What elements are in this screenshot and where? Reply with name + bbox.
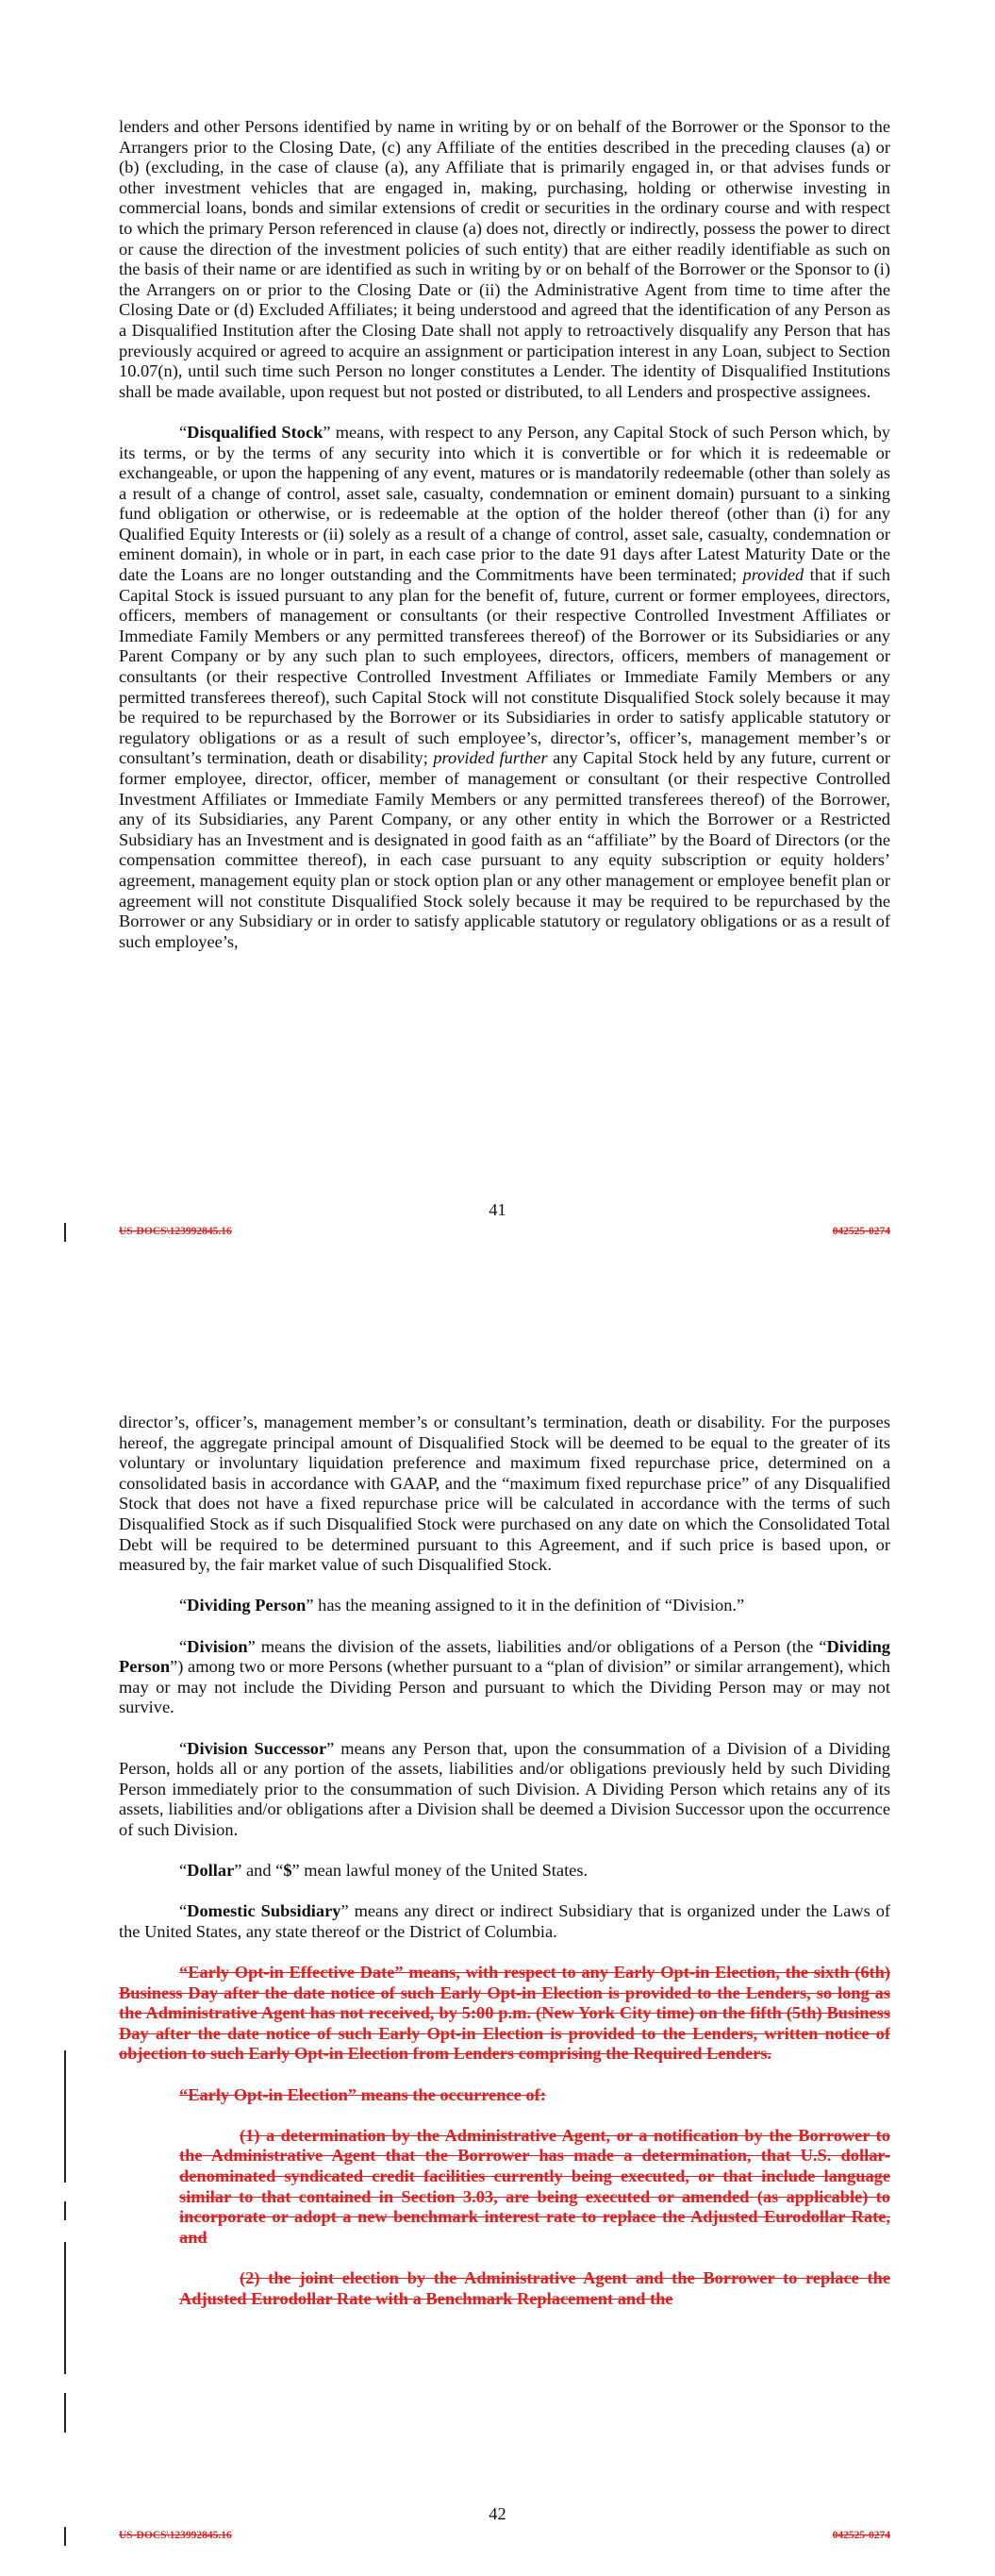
footer-doc-id: US-DOCS\123992845.16 [119,1226,232,1237]
change-bar [64,2527,66,2546]
deleted-definition-early-opt-in-election: “Early Opt-in Election” means the occurrence of: [179,2084,546,2104]
deleted-list-item-1: (1) a determination by the Administrative Agent, or a notification by the Borrower to the Administrative Agent that the Borrower has made a determination, that U.S. dollar-denominated syndicated credit facilities currently being executed, or that include language similar to that contained in Section 3.03, are being executed or amended (as applicable) to incorporate or adopt a new benchmark interest rate to replace the Adjusted Eurodollar Rate, and [179,2125,890,2247]
deleted-definition-early-opt-in-effective-date: “Early Opt-in Effective Date” means, with respect to any Early Opt-in Election, the sixth (6th) Business Day after the date notice of such Early Opt-in Election is provided to the Lenders, so long as the Administrative Agent has not received, by 5:00 p.m. (New York City time) on the fifth (5th) Business Day after the date notice of such Early Opt-in Election is provided to the Lenders, written notice of objection to such Early Opt-in Election from Lenders comprising the Required Lenders. [119,1963,890,2064]
paragraph-disqualified-institution-continued: lenders and other Persons identified by name in writing by or on behalf of the Borrower or the Sponsor to the Arrangers prior to the Closing Date, (c) any Affiliate of the entities described in the preceding clauses (a) or (b) (excluding, in the case of clause (a), any Affiliate that is primarily engaged in, or that advises funds or other investment vehicles that are engaged in, making, purchasing, holding or otherwise investing in commercial loans, bonds and similar extensions of credit or securities in the ordinary course and with respect to which the primary Person referenced in clause (a) does not, directly or indirectly, possess the power to direct or cause the direction of the investment policies of such entity) that are either readily identifiable as such on the basis of their name or are identified as such in writing by or on behalf of the Borrower or the Sponsor to (i) the Arrangers on or prior to the Closing Date or (ii) the Administrative Agent from time to time after the Closing Date or (d) Excluded Affiliates; it being understood and agreed that the identification of any Person as a Disqualified Institution after the Closing Date shall not apply to retroactively disqualify any Person that has previously acquired or agreed to acquire an assignment or participation interest in any Loan, subject to Section 10.07(n), until such time such Person no longer constitutes a Lender. The identity of Disqualified Institutions shall be made available, upon request but not posted or distributed, to all Lenders and prospective assignees. [119,117,890,401]
definition-division: “Division” means the division of the assets, liabilities and/or obligations of a Person (the “Dividing Person”) among two or more Persons (whether pursuant to a “plan of division” or similar arrangement), which may or may not include the Dividing Person and pursuant to which the Dividing Person may or may not survive. [119,1636,890,1717]
change-bar [64,2201,66,2220]
change-bar [64,2050,66,2183]
definition-dollar: “Dollar” and “$” mean lawful money of the United States. [179,1861,589,1881]
definition-dividing-person: “Dividing Person” has the meaning assigned to it in the definition of “Division.” [179,1596,745,1615]
defined-term: Division [187,1636,248,1656]
footer-matter-number: 042525-0274 [832,1226,890,1237]
defined-term: $ [283,1861,292,1881]
page-number: 42 [489,2504,506,2523]
footer-matter-number: 042525-0274 [832,2530,890,2541]
defined-term: Dividing Person [187,1596,307,1615]
defined-term: Disqualified Stock [187,422,323,442]
paragraph-disqualified-stock-continued: director’s, officer’s, management member’s or consultant’s termination, death or disability. For the purposes hereof, the aggregate principal amount of Disqualified Stock will be deemed to be equal to the greater of its voluntary or involuntary liquidation preference and maximum fixed repurchase price, determined on a consolidated basis in accordance with GAAP, and the “maximum fixed repurchase price” of any Disqualified Stock that does not have a fixed repurchase price will be calculated in accordance with the terms of such Disqualified Stock as if such Disqualified Stock were purchased on any date on which the Consolidated Total Debt will be required to be determined pursuant to this Agreement, and if such price is based upon, or measured by, the fair market value of such Disqualified Stock. [119,1413,890,1575]
defined-term: Dividing Person [119,1636,890,1677]
footer-doc-id: US-DOCS\123992845.16 [119,2530,232,2541]
definition-disqualified-stock: “Disqualified Stock” means, with respect to any Person, any Capital Stock of such Person which, by its terms, or by the terms of any security into which it is convertible or for which it is redeemable or exchangeable, or upon the happening of any event, matures or is mandatorily redeemable (other than solely as a result of a change of control, asset sale, casualty, condemnation or eminent domain) pursuant to a sinking fund obligation or otherwise, or is redeemable at the option of the holder thereof (other than (i) for any Qualified Equity Interests or (ii) solely as a result of a change of control, asset sale, casualty, condemnation or eminent domain), in whole or in part, in each case prior to the date 91 days after Latest Maturity Date or the date the Loans are no longer outstanding and the Commitments have been terminated; provided that if such Capital Stock is issued pursuant to any plan for the benefit of, future, current or former employees, directors, officers, members of management or consultants (or their respective Controlled Investment Affiliates or Immediate Family Members or any permitted transferees thereof) of the Borrower or its Subsidiaries or any Parent Company or by any such plan to such employees, directors, officers, members of management or consultants (or their respective Controlled Investment Affiliates or Immediate Family Members or any permitted transferees thereof), such Capital Stock will not constitute Disqualified Stock solely because it may be required to be repurchased by the Borrower or its Subsidiaries in order to satisfy applicable statutory or regulatory obligations or as a result of such employee’s, director’s, officer’s, management member’s or consultant’s termination, death or disability; provided further any Capital Stock held by any future, current or former employee, director, officer, member of management or consultant (or their respective Controlled Investment Affiliates or Immediate Family Members or any permitted transferees thereof) of the Borrower, any of its Subsidiaries, any Parent Company, or any other entity in which the Borrower or a Restricted Subsidiary has an Investment and is designated in good faith as an “affiliate” by the Board of Directors (or the compensation committee thereof), in each case pursuant to any equity subscription or equity holders’ agreement, management equity plan or stock option plan or any other management or employee benefit plan or agreement will not constitute Disqualified Stock solely because it may be required to be repurchased by the Borrower or any Subsidiary or in order to satisfy applicable statutory or regulatory obligations or as a result of such employee’s, [119,422,891,951]
deleted-list-item-2: (2) the joint election by the Administrative Agent and the Borrower to replace the Adjusted Eurodollar Rate with a Benchmark Replacement and the [179,2267,890,2308]
page-41-body [119,117,890,952]
definition-division-successor: “Division Successor” means any Person that, upon the consummation of a Division of a Dividing Person, holds all or any portion of the assets, liabilities and/or obligations previously held by such Dividing Person immediately prior to the consummation of such Division. A Dividing Person which retains any of its assets, liabilities and/or obligations after a Division shall be deemed a Division Successor upon the occurrence of such Division. [119,1738,890,1839]
change-bar [64,1223,66,1242]
page-42-body [119,1413,890,2309]
defined-term: Dollar [187,1861,235,1881]
change-bar [64,2393,66,2433]
change-bar [64,2242,66,2374]
defined-term: Domestic Subsidiary [187,1901,341,1921]
defined-term: Division Successor [187,1738,327,1758]
page-number: 41 [489,1200,506,1219]
definition-domestic-subsidiary: “Domestic Subsidiary” means any direct or indirect Subsidiary that is organized under the Laws of the United States, any state thereof or the District of Columbia. [119,1901,891,1941]
